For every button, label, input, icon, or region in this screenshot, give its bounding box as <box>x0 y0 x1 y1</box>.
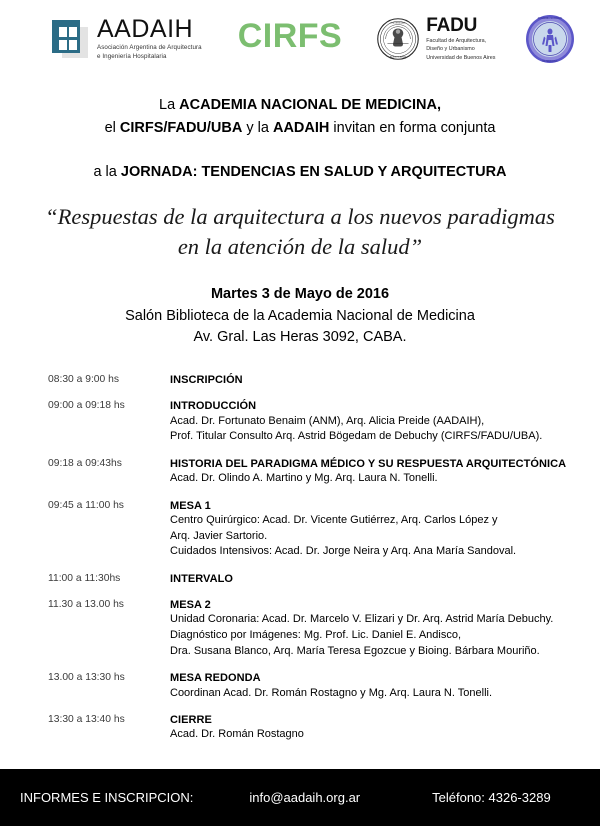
schedule-row <box>48 572 582 586</box>
schedule-detail: Acad. Dr. Román Rostagno <box>170 728 304 741</box>
schedule-body <box>170 671 582 701</box>
anm-seal-icon <box>525 14 575 64</box>
schedule-title: MESA 1 <box>170 499 211 512</box>
schedule-detail: Acad. Dr. Olindo A. Martino y Mg. Arq. Laura N. Tonelli. <box>170 472 438 485</box>
schedule-detail: Arq. Javier Sartorio. <box>170 529 268 542</box>
headline-line-2 <box>0 117 600 140</box>
aadaih-logo <box>50 14 202 62</box>
jornada-line <box>0 164 600 180</box>
cirfs-logo: CIRFS <box>237 17 343 55</box>
schedule-list <box>0 373 600 743</box>
headline-line2-bold1: CIRFS/FADU/UBA <box>119 120 243 137</box>
schedule-title: CIERRE <box>170 714 212 727</box>
svg-text:BUENOS AIRES: BUENOS AIRES <box>390 56 407 59</box>
footer-bar <box>0 769 600 826</box>
schedule-time: 09:18 a 09:43hs <box>48 457 122 469</box>
schedule-row <box>48 499 582 560</box>
quote-line-1: “Respuestas de la arquitectura a los nuevos paradigmas <box>45 204 555 230</box>
schedule-body <box>170 598 582 659</box>
aadaih-subtitle-line1: Asociación Argentina de Arquitectura <box>97 43 202 51</box>
schedule-body <box>170 399 582 445</box>
aadaih-wordmark: AADAIH <box>97 14 194 43</box>
logo-strip <box>0 0 600 72</box>
schedule-row <box>48 373 582 387</box>
schedule-title: MESA REDONDA <box>170 672 261 685</box>
fadu-seal-icon <box>376 17 420 61</box>
fadu-logo <box>376 16 495 62</box>
schedule-body <box>170 457 582 487</box>
quote-line-2: en la atención de la salud” <box>177 234 423 260</box>
schedule-row <box>48 671 582 701</box>
aadaih-building-icon <box>50 17 90 61</box>
headline-line-1 <box>0 94 600 117</box>
headline-line2-prefix: el <box>104 120 120 137</box>
anm-logo <box>525 14 575 64</box>
jornada-prefix: a la <box>93 164 121 181</box>
fadu-subtitle-line1: Facultad de Arquitectura, <box>426 37 487 44</box>
event-address: Av. Gral. Las Heras 3092, CABA. <box>193 329 407 346</box>
headline <box>0 94 600 140</box>
schedule-title: INSCRIPCIÓN <box>170 374 243 386</box>
schedule-title: MESA 2 <box>170 599 211 612</box>
schedule-body <box>170 713 582 743</box>
fadu-subtitle-line3: Universidad de Buenos Aires <box>426 54 496 61</box>
schedule-detail: Dra. Susana Blanco, Arq. María Teresa Egozcue y Bioing. Bárbara Mouriño. <box>170 644 540 657</box>
schedule-body <box>170 572 582 586</box>
schedule-time: 09:00 a 09:18 hs <box>48 400 125 412</box>
footer-label: INFORMES E INSCRIPCION: <box>20 790 194 805</box>
svg-text:DE MEDICINA: DE MEDICINA <box>542 61 559 63</box>
schedule-row <box>48 713 582 743</box>
fadu-wordmark: FADU <box>426 14 478 36</box>
fadu-subtitle-line2: Diseño y Urbanismo <box>426 46 475 53</box>
schedule-detail: Prof. Titular Consulto Arq. Astrid Bögedam de Debuchy (CIRFS/FADU/UBA). <box>170 430 543 443</box>
footer-email[interactable]: info@aadaih.org.ar <box>249 790 361 805</box>
schedule-time: 09:45 a 11:00 hs <box>48 499 124 511</box>
schedule-detail: Coordinan Acad. Dr. Román Rostagno y Mg. Arq. Laura N. Tonelli. <box>170 686 493 699</box>
jornada-title: JORNADA: TENDENCIAS EN SALUD Y ARQUITECTURA <box>120 164 507 181</box>
svg-text:ACADEMIA NACIONAL: ACADEMIA NACIONAL <box>537 18 563 20</box>
schedule-title: INTERVALO <box>170 572 233 585</box>
event-place: Salón Biblioteca de la Academia Nacional de Medicina <box>125 307 475 324</box>
schedule-time: 11:00 a 11:30hs <box>48 572 121 584</box>
schedule-detail: Acad. Dr. Fortunato Benaim (ANM), Arq. Alicia Preide (AADAIH), <box>170 414 485 427</box>
headline-line1-prefix: La <box>159 97 180 113</box>
event-quote <box>0 202 600 261</box>
schedule-row <box>48 457 582 487</box>
schedule-time: 13.00 a 13:30 hs <box>48 672 125 684</box>
schedule-row <box>48 399 582 445</box>
footer-phone: Teléfono: 4326-3289 <box>432 790 551 805</box>
schedule-time: 08:30 a 9:00 hs <box>48 374 119 385</box>
venue-block <box>0 284 600 349</box>
schedule-body <box>170 373 582 387</box>
schedule-detail: Unidad Coronaria: Acad. Dr. Marcelo V. Elizari y Dr. Arq. Astrid María Debuchy. <box>170 613 554 626</box>
schedule-detail: Cuidados Intensivos: Acad. Dr. Jorge Neira y Arq. Ana María Sandoval. <box>170 545 517 558</box>
schedule-detail: Diagnóstico por Imágenes: Mg. Prof. Lic. Daniel E. Andisco, <box>170 629 462 642</box>
schedule-time: 13:30 a 13:40 hs <box>48 714 125 726</box>
schedule-detail: Centro Quirúrgico: Acad. Dr. Vicente Gutiérrez, Arq. Carlos López y <box>170 514 498 527</box>
aadaih-subtitle-line2: e Ingeniería Hospitalaria <box>97 52 167 60</box>
svg-text:UNIVERSIDAD: UNIVERSIDAD <box>390 22 406 25</box>
schedule-row <box>48 598 582 659</box>
schedule-time: 11.30 a 13.00 hs <box>48 599 124 611</box>
schedule-body <box>170 499 582 560</box>
headline-line2-mid: y la <box>242 120 273 137</box>
headline-line2-bold2: AADAIH <box>272 120 330 137</box>
schedule-title: INTRODUCCIÓN <box>170 400 257 413</box>
schedule-title: HISTORIA DEL PARADIGMA MÉDICO Y SU RESPUESTA ARQUITECTÓNICA <box>170 457 567 470</box>
headline-line1-bold: ACADEMIA NACIONAL DE MEDICINA, <box>179 97 441 113</box>
event-date: Martes 3 de Mayo de 2016 <box>210 285 390 302</box>
headline-line2-suffix: invitan en forma conjunta <box>329 120 496 137</box>
